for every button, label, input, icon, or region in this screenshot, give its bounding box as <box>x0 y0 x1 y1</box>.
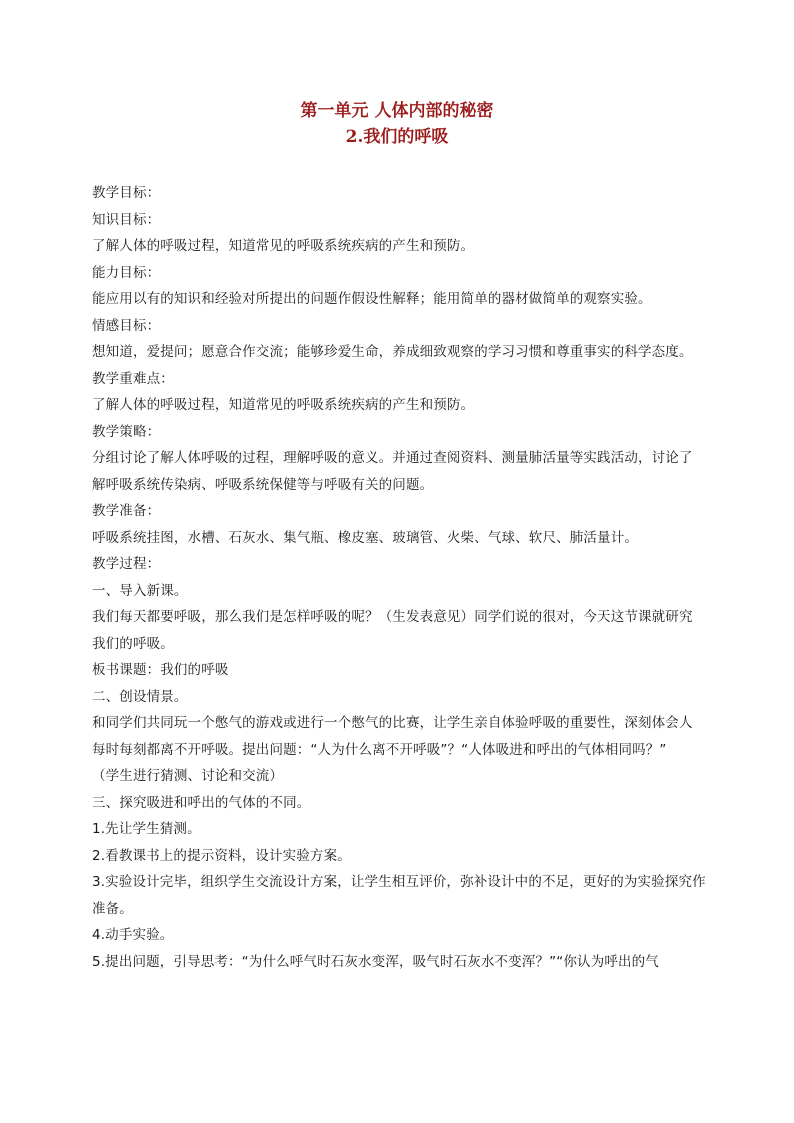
paragraph: 2.看教课书上的提示资料，设计实验方案。 <box>92 847 351 864</box>
paragraph: 教学重难点： <box>92 370 174 387</box>
paragraph: 想知道，爱提问；愿意合作交流；能够珍爱生命，养成细致观察的学习习惯和尊重事实的科学态度。 <box>92 344 693 360</box>
paragraph: 我们每天都要呼吸，那么我们是怎样呼吸的呢？（生发表意见）同学们说的很对，今天这节课就研究我们的呼吸。 <box>92 609 693 652</box>
paragraph: 1.先让学生猜测。 <box>92 821 201 837</box>
paragraph: （学生进行猜测、讨论和交流） <box>92 768 284 784</box>
paragraph: 一、导入新课。 <box>92 582 188 599</box>
paragraph: 了解人体的呼吸过程，知道常见的呼吸系统疾病的产生和预防。 <box>92 397 475 413</box>
title-block <box>0 98 794 150</box>
paragraph: 呼吸系统挂图，水槽、石灰水、集气瓶、橡皮塞、玻璃管、火柴、气球、软尺、肺活量计。 <box>92 529 638 546</box>
paragraph: 板书课题：我们的呼吸 <box>92 662 229 678</box>
paragraph: 情感目标： <box>92 317 161 334</box>
unit-title: 第一单元 人体内部的秘密 <box>300 101 494 121</box>
paragraph: 了解人体的呼吸过程，知道常见的呼吸系统疾病的产生和预防。 <box>92 238 475 254</box>
paragraph: 能应用以有的知识和经验对所提出的问题作假设性解释；能用简单的器材做简单的观察实验。 <box>92 291 652 307</box>
paragraph: 教学准备： <box>92 503 161 519</box>
paragraph: 知识目标： <box>92 211 161 228</box>
paragraph: 能力目标： <box>92 264 161 281</box>
paragraph: 教学策略： <box>92 423 161 440</box>
lesson-title: 2.我们的呼吸 <box>345 127 449 147</box>
paragraph: 5.提出问题，引导思考：“为什么呼气时石灰水变浑，吸气时石灰水不变浑？”“你认为呼出的气 <box>92 953 659 970</box>
paragraph: 三、探究吸进和呼出的气体的不同。 <box>92 794 311 811</box>
paragraph: 二、创设情景。 <box>92 688 188 705</box>
paragraph: 教学过程： <box>92 556 161 572</box>
paragraph: 3.实验设计完毕，组织学生交流设计方案，让学生相互评价，弥补设计中的不足，更好的为实验探究作准备。 <box>92 874 706 917</box>
paragraph: 4.动手实验。 <box>92 927 174 943</box>
paragraph: 教学目标： <box>92 185 161 201</box>
paragraph: 和同学们共同玩一个憋气的游戏或进行一个憋气的比赛，让学生亲自体验呼吸的重要性，深刻体会人每时每刻都离不开呼吸。提出问题：“人为什么离不开呼吸”？“人体吸进和呼出的气体相同吗？” <box>92 715 693 758</box>
lesson-body <box>92 180 706 975</box>
paragraph: 分组讨论了解人体呼吸的过程，理解呼吸的意义。并通过查阅资料、测量肺活量等实践活动，讨论了解呼吸系统传染病、呼吸系统保健等与呼吸有关的问题。 <box>92 450 693 493</box>
